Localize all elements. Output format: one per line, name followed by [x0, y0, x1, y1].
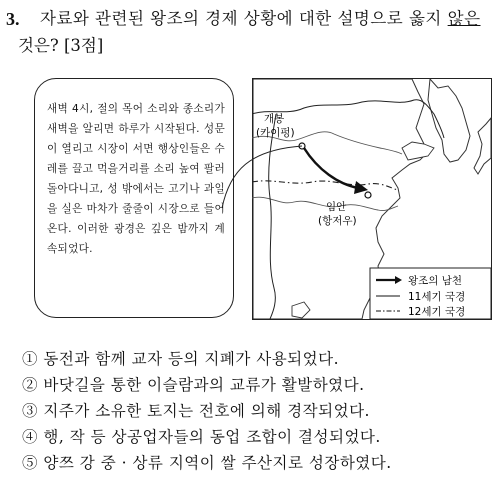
choice-5[interactable]: ⑤ 양쯔 강 중 · 상류 지역이 쌀 주산지로 성장하였다.: [22, 454, 392, 472]
map: [252, 78, 492, 320]
hangzhou-label: 임안: [326, 201, 347, 213]
passage-text: 새벽 4시, 절의 목어 소리와 종소리가 새벽을 알리면 하루가 시작된다. 성문이 열리고 시장이 서면 행상인들은 수레를 끌고 먹을거리를 소리 높여 팔러 돌아다니고, 성 밖에서는 고기나 과일을 실은 마차가 줄줄이 시장으로 들어온다. 이러한 광경은 깊은 밤까지 계속되었다.: [47, 103, 225, 255]
question-number: 3.: [6, 9, 20, 29]
legend-border11-label: 11세기 국경: [408, 291, 466, 303]
kaifeng-label: 개봉: [264, 113, 285, 125]
question-underlined-word: 않은: [447, 9, 481, 28]
legend-move-label: 왕조의 남천: [408, 275, 463, 287]
legend-border12-label: 12세기 국경: [408, 306, 466, 318]
choice-4[interactable]: ④ 행, 작 등 상공업자들의 동업 조합이 결성되었다.: [22, 428, 381, 446]
hangzhou-alt-label: (항저우): [318, 215, 357, 227]
question-stem-line1: [40, 6, 481, 32]
answer-choices: [22, 346, 392, 476]
hangzhou-dot: [365, 192, 371, 198]
passage-box: [34, 78, 234, 318]
kaifeng-dot: [299, 143, 305, 149]
choice-3[interactable]: ③ 지주가 소유한 토지는 전호에 의해 경작되었다.: [22, 402, 370, 420]
choice-1[interactable]: ① 동전과 함께 교자 등의 지폐가 사용되었다.: [22, 350, 340, 368]
question-stem-line2: 것은? [3점]: [18, 36, 104, 55]
choice-2[interactable]: ② 바닷길을 통한 이슬람과의 교류가 활발하였다.: [22, 376, 365, 394]
kaifeng-alt-label: (카이펑): [256, 127, 295, 139]
question-stem-text: 자료와 관련된 왕조의 경제 상황에 대한 설명으로 옳지: [40, 9, 448, 28]
